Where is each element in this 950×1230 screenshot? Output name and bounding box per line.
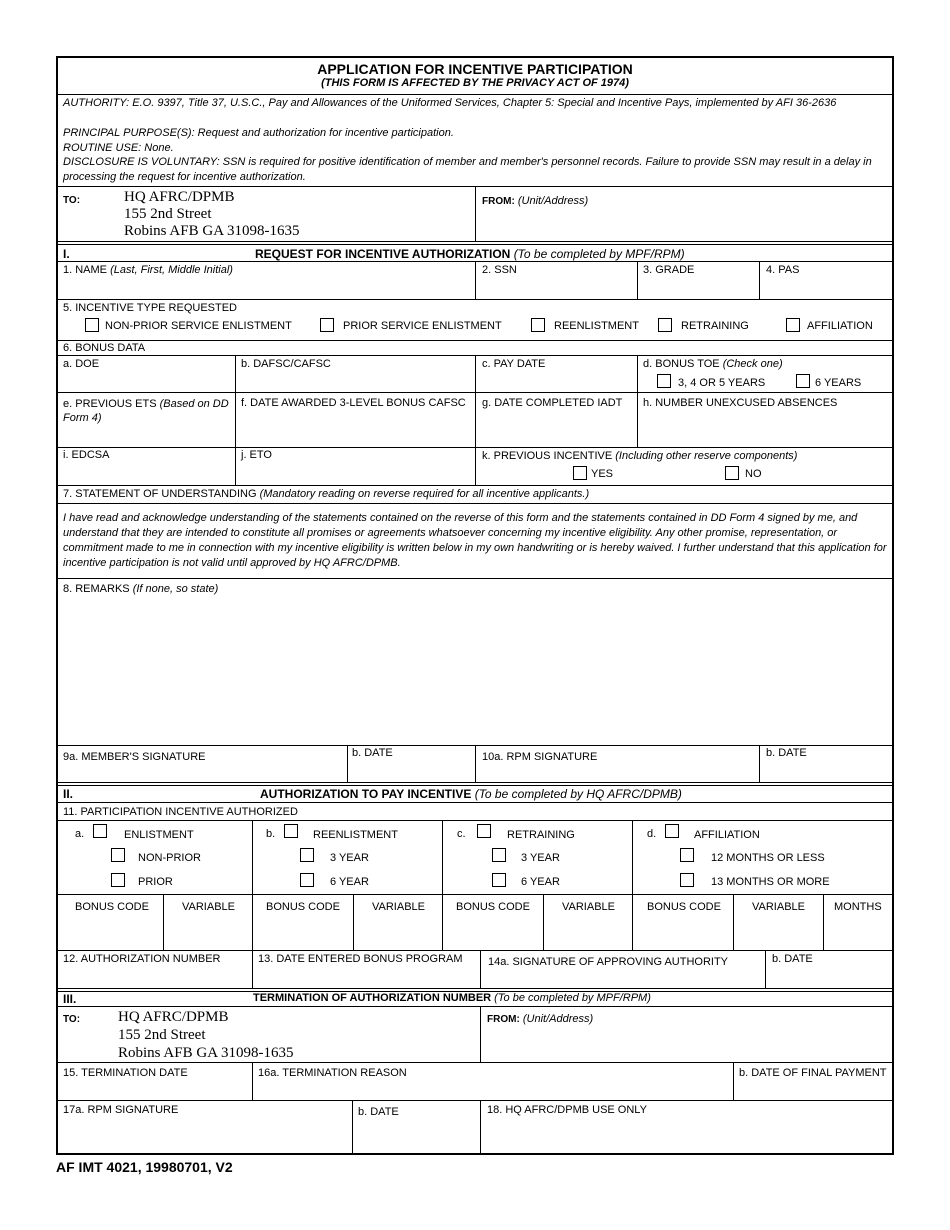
checkbox-retrain[interactable] <box>477 824 491 838</box>
statement-label: 7. STATEMENT OF UNDERSTANDING (Mandatory reading on reverse required for all incentive applicants.) <box>63 488 590 500</box>
checkbox-affiliation[interactable] <box>786 318 800 332</box>
type-prior-label: PRIOR SERVICE ENLISTMENT <box>343 320 502 332</box>
section-1-number: I. <box>63 247 70 261</box>
pay-date-label: c. PAY DATE <box>482 358 546 370</box>
edcsa-label: i. EDCSA <box>63 449 110 461</box>
affil-opt2-label: 13 MONTHS OR MORE <box>711 876 830 888</box>
checkbox-non-prior-service[interactable] <box>85 318 99 332</box>
approving-date-label: b. DATE <box>772 953 813 965</box>
checkbox-reenlist-3yr[interactable] <box>300 848 314 862</box>
checkbox-toe-6[interactable] <box>796 374 810 388</box>
type-reenlistment-label: REENLISTMENT <box>554 320 639 332</box>
to2-address-line1: HQ AFRC/DPMB <box>118 1009 229 1025</box>
form-subtitle: (THIS FORM IS AFFECTED BY THE PRIVACY ACT OF 1974) <box>321 77 629 89</box>
from-label: FROM: (Unit/Address) <box>482 195 589 207</box>
prev-ets-label: e. PREVIOUS ETS (Based on DD Form 4) <box>63 398 229 424</box>
rpm-date-label: b. DATE <box>766 747 807 759</box>
section-2-title: AUTHORIZATION TO PAY INCENTIVE (To be completed by HQ AFRC/DPMB) <box>260 787 682 801</box>
yes-label: YES <box>591 468 614 480</box>
date-awarded-label: f. DATE AWARDED 3-LEVEL BONUS CAFSC <box>241 397 466 409</box>
checkbox-affil[interactable] <box>665 824 679 838</box>
to2-address-line2: 155 2nd Street <box>118 1027 206 1043</box>
reenlist-label: REENLISTMENT <box>313 829 398 841</box>
checkbox-prev-no[interactable] <box>725 466 739 480</box>
reenlist-opt2-label: 6 YEAR <box>330 876 369 888</box>
bonus-code-d: BONUS CODE <box>647 901 721 913</box>
final-payment-label: b. DATE OF FINAL PAYMENT <box>739 1067 887 1079</box>
affil-label: AFFILIATION <box>694 829 760 841</box>
form-title: APPLICATION FOR INCENTIVE PARTICIPATION <box>317 61 633 77</box>
rpm-signature-label: 10a. RPM SIGNATURE <box>482 751 598 763</box>
auth-number-label: 12. AUTHORIZATION NUMBER <box>63 953 221 965</box>
to-address-line1: HQ AFRC/DPMB <box>124 189 235 205</box>
rpm-date-2-label: b. DATE <box>358 1106 399 1118</box>
privacy-routine-use: ROUTINE USE: None. <box>63 142 174 154</box>
group-a-letter: a. <box>75 828 85 840</box>
enlist-opt1-label: NON-PRIOR <box>138 852 201 864</box>
name-label: 1. NAME (Last, First, Middle Initial) <box>63 264 233 276</box>
toe-opt1-label: 3, 4 OR 5 YEARS <box>678 377 766 389</box>
section-3-number: III. <box>63 992 77 1006</box>
prev-incentive-label: k. PREVIOUS INCENTIVE (Including other reserve components) <box>482 450 798 462</box>
incentive-type-label: 5. INCENTIVE TYPE REQUESTED <box>63 302 238 314</box>
hq-use-only-label: 18. HQ AFRC/DPMB USE ONLY <box>487 1104 647 1116</box>
remarks-label: 8. REMARKS (If none, so state) <box>63 583 219 595</box>
checkbox-reenlist-6yr[interactable] <box>300 873 314 887</box>
dafsc-label: b. DAFSC/CAFSC <box>241 358 331 370</box>
no-label: NO <box>745 468 762 480</box>
termination-date-label: 15. TERMINATION DATE <box>63 1067 188 1079</box>
enlistment-label: ENLISTMENT <box>124 829 194 841</box>
member-date-label: b. DATE <box>352 747 393 759</box>
checkbox-affil-12mo[interactable] <box>680 848 694 862</box>
type-retraining-label: RETRAINING <box>681 320 749 332</box>
group-c-letter: c. <box>457 828 466 840</box>
checkbox-reenlistment[interactable] <box>531 318 545 332</box>
affil-opt1-label: 12 MONTHS OR LESS <box>711 852 825 864</box>
group-d-letter: d. <box>647 828 657 840</box>
checkbox-toe-3-4-5[interactable] <box>657 374 671 388</box>
date-entered-label: 13. DATE ENTERED BONUS PROGRAM <box>258 953 463 965</box>
privacy-disclosure: DISCLOSURE IS VOLUNTARY: SSN is required for positive identification of member and member's personnel records. Failure to provide SSN may result in a delay in processing the request for incentive authorization. <box>63 156 872 183</box>
checkbox-retraining[interactable] <box>658 318 672 332</box>
statement-text: I have read and acknowledge understanding of the statements contained on the reverse of this form and the statements contained in DD Form 4 signed by me, and understand that they are intended to constitute all promises or agreements whatsoever concerning my incentive eligibility. Any other promise, representation, or commitment made to me in connection with my incentive eligibility is written below in my own handwriting or is hereby waived. I further understand that this application for incentive participation is not valid until approved by HQ AFRC/DPMB. <box>63 512 887 569</box>
checkbox-prev-yes[interactable] <box>573 466 587 480</box>
bonus-code-b: BONUS CODE <box>266 901 340 913</box>
privacy-purpose: PRINCIPAL PURPOSE(S): Request and authorization for incentive participation. <box>63 127 454 139</box>
to-label: TO: <box>63 195 81 206</box>
toe-opt2-label: 6 YEARS <box>815 377 862 389</box>
ssn-label: 2. SSN <box>482 264 517 276</box>
retrain-opt1-label: 3 YEAR <box>521 852 560 864</box>
doe-label: a. DOE <box>63 358 100 370</box>
checkbox-retrain-3yr[interactable] <box>492 848 506 862</box>
section-1-title: REQUEST FOR INCENTIVE AUTHORIZATION (To be completed by MPF/RPM) <box>255 247 685 261</box>
from-label-2: FROM: (Unit/Address) <box>487 1013 594 1025</box>
to-address-line3: Robins AFB GA 31098-1635 <box>124 223 300 239</box>
to2-address-line3: Robins AFB GA 31098-1635 <box>118 1045 294 1061</box>
type-non-prior-label: NON-PRIOR SERVICE ENLISTMENT <box>105 320 292 332</box>
group-b-letter: b. <box>266 828 276 840</box>
termination-reason-label: 16a. TERMINATION REASON <box>258 1067 407 1079</box>
date-iadt-label: g. DATE COMPLETED IADT <box>482 397 623 409</box>
type-affiliation-label: AFFILIATION <box>807 320 873 332</box>
bonus-code-c: BONUS CODE <box>456 901 530 913</box>
bonus-code-a: BONUS CODE <box>75 901 149 913</box>
to-address-line2: 155 2nd Street <box>124 206 212 222</box>
approving-signature-label: 14a. SIGNATURE OF APPROVING AUTHORITY <box>488 956 729 968</box>
section-2-number: II. <box>63 787 74 801</box>
variable-d: VARIABLE <box>752 901 805 913</box>
member-signature-label: 9a. MEMBER'S SIGNATURE <box>63 751 206 763</box>
to-label-2: TO: <box>63 1014 81 1025</box>
reenlist-opt1-label: 3 YEAR <box>330 852 369 864</box>
bonus-toe-label: d. BONUS TOE (Check one) <box>643 358 783 370</box>
privacy-authority: AUTHORITY: E.O. 9397, Title 37, U.S.C., Pay and Allowances of the Uniformed Services, Chapter 5: Special and Incentive Pays, implemented by AFI 36-2636 <box>63 97 837 109</box>
months-label: MONTHS <box>834 901 882 913</box>
section-3-title: TERMINATION OF AUTHORIZATION NUMBER (To be completed by MPF/RPM) <box>253 992 651 1004</box>
checkbox-reenlist[interactable] <box>284 824 298 838</box>
checkbox-prior-service[interactable] <box>320 318 334 332</box>
enlist-opt2-label: PRIOR <box>138 876 173 888</box>
checkbox-enlist-non-prior[interactable] <box>111 848 125 862</box>
retrain-opt2-label: 6 YEAR <box>521 876 560 888</box>
variable-b: VARIABLE <box>372 901 425 913</box>
pas-label: 4. PAS <box>766 264 800 276</box>
variable-a: VARIABLE <box>182 901 235 913</box>
checkbox-retrain-6yr[interactable] <box>492 873 506 887</box>
participation-label: 11. PARTICIPATION INCENTIVE AUTHORIZED <box>63 806 298 818</box>
variable-c: VARIABLE <box>562 901 615 913</box>
bonus-data-label: 6. BONUS DATA <box>63 342 146 354</box>
checkbox-enlist-prior[interactable] <box>111 873 125 887</box>
rpm-signature-2-label: 17a. RPM SIGNATURE <box>63 1104 179 1116</box>
grade-label: 3. GRADE <box>643 264 695 276</box>
form-number: AF IMT 4021, 19980701, V2 <box>56 1159 233 1175</box>
checkbox-affil-13mo[interactable] <box>680 873 694 887</box>
absences-label: h. NUMBER UNEXCUSED ABSENCES <box>643 397 838 409</box>
retrain-label: RETRAINING <box>507 829 575 841</box>
eto-label: j. ETO <box>241 449 272 461</box>
checkbox-enlistment[interactable] <box>93 824 107 838</box>
